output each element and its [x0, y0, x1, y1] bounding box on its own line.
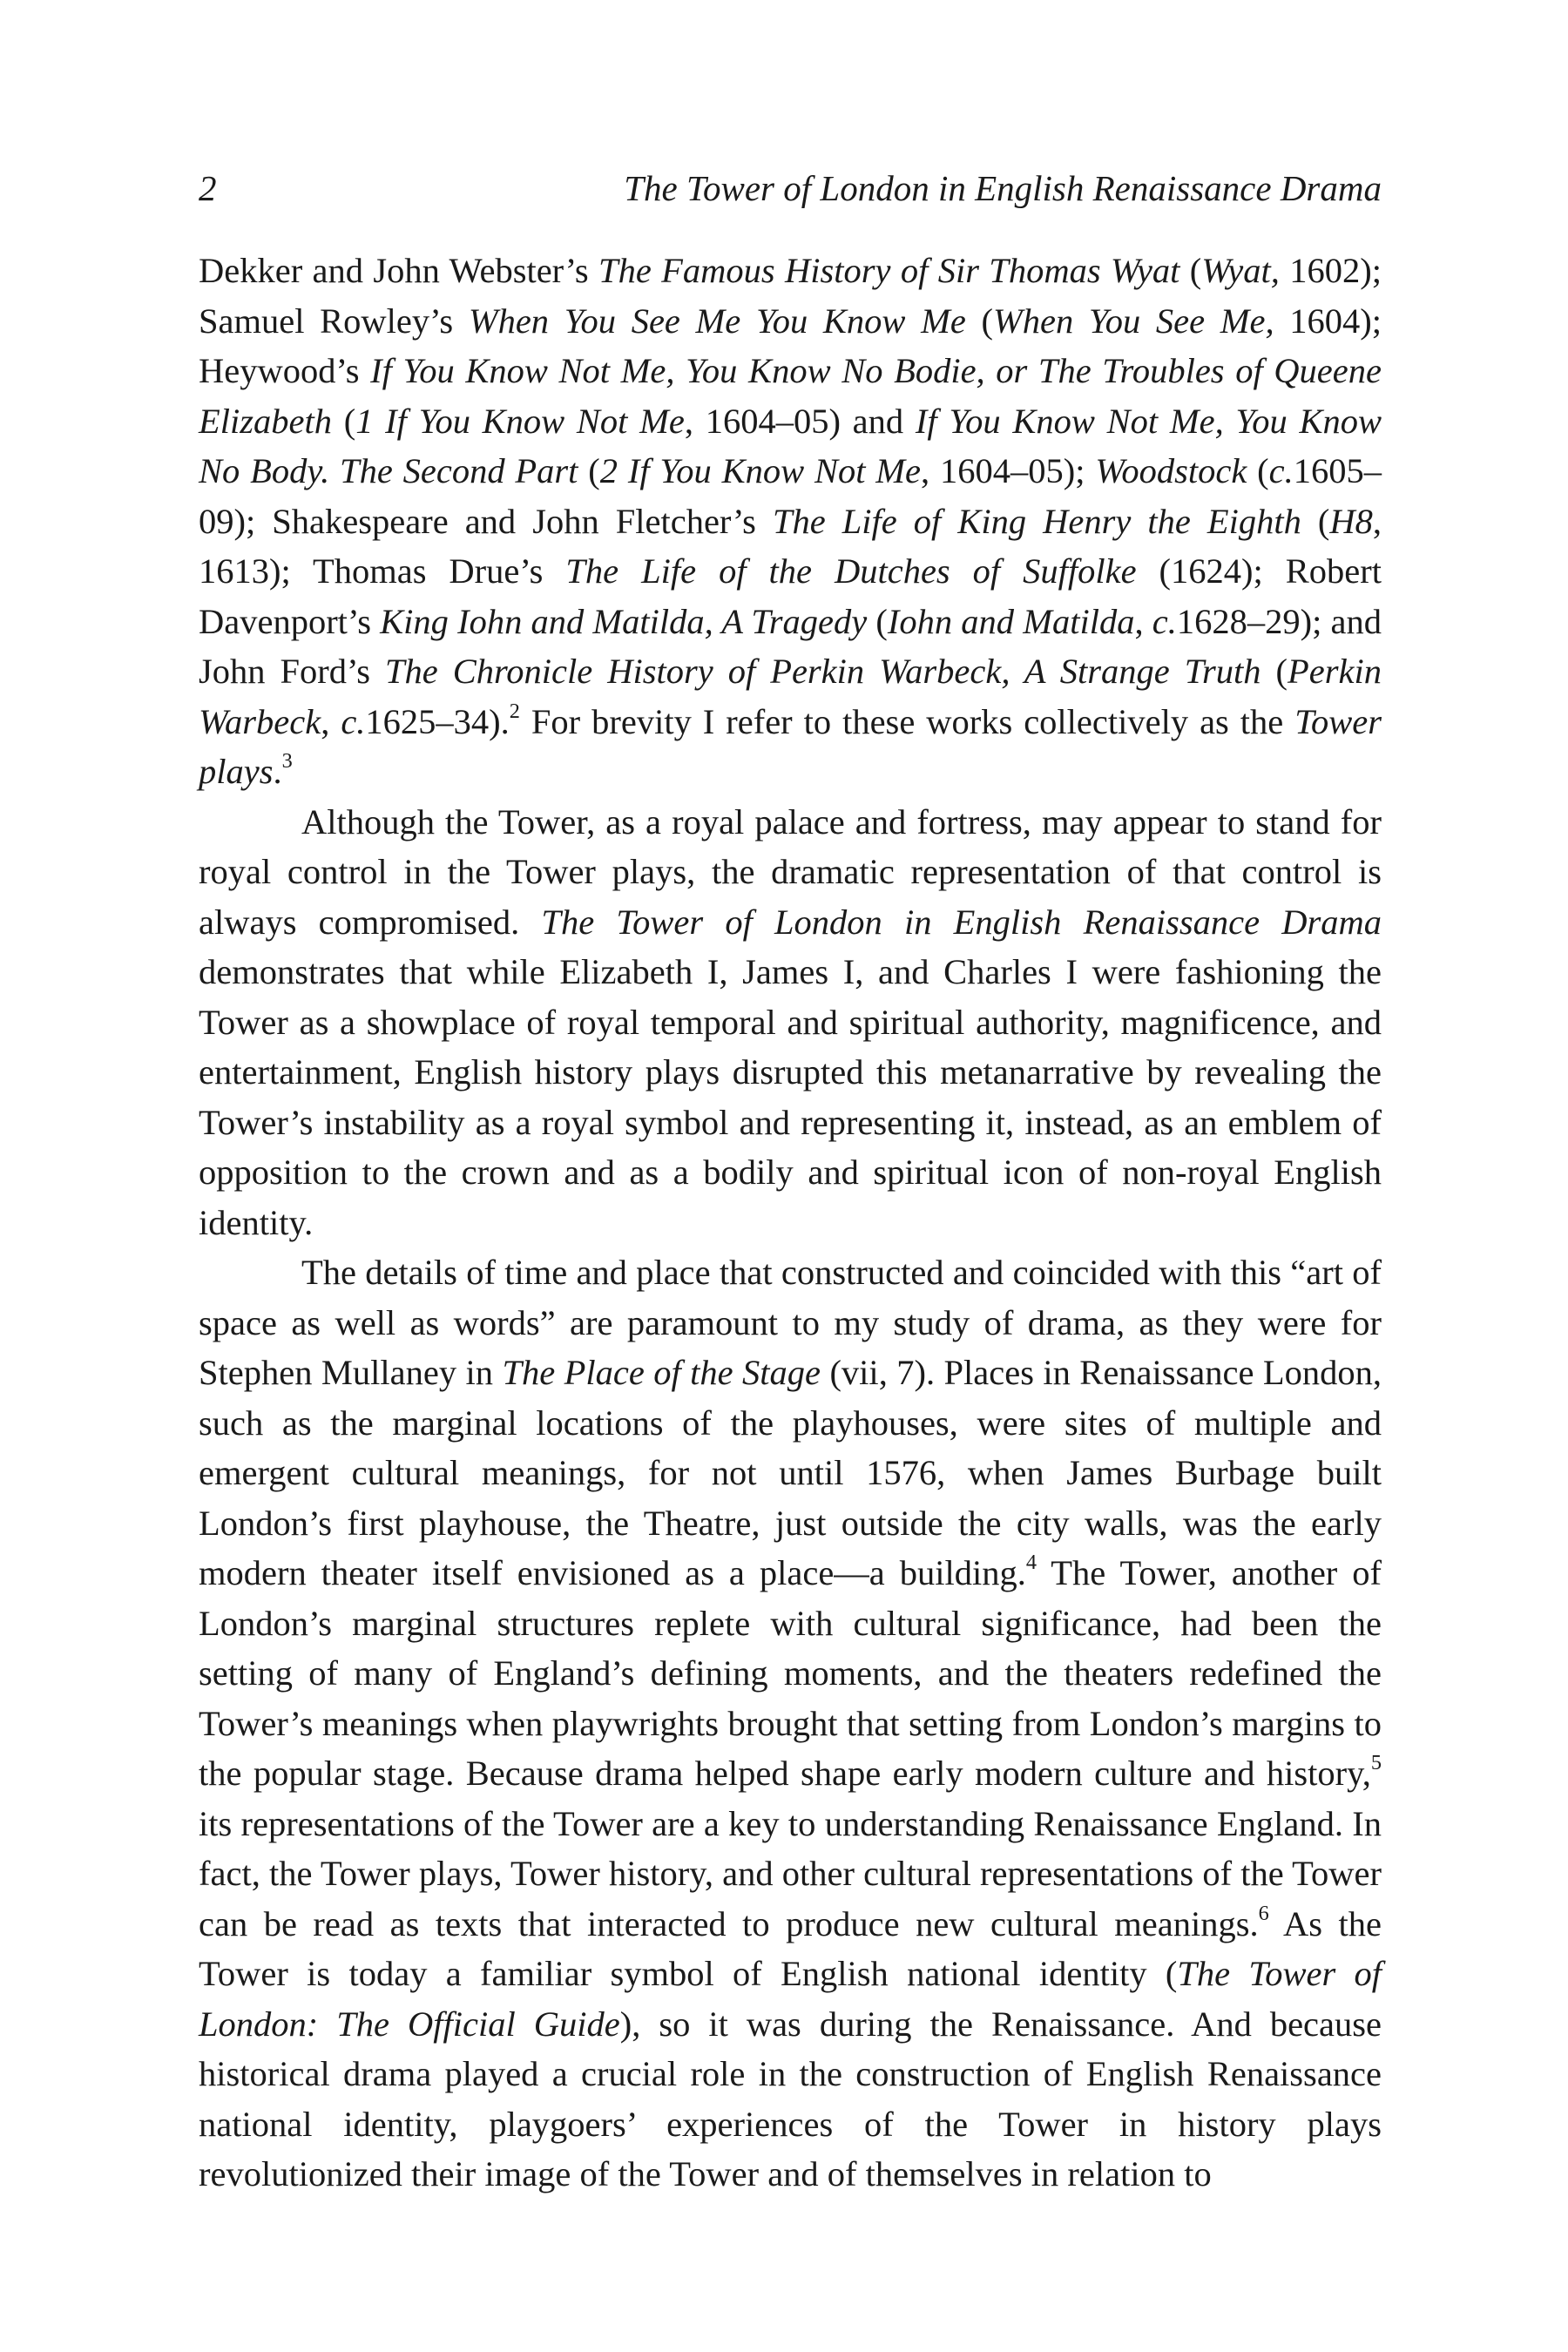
- text-run: (: [1179, 251, 1202, 290]
- text-run: As the Tower is today a familiar symbol of English national identity (: [199, 1903, 1382, 1993]
- italic-text: When You See Me You Know Me: [468, 301, 966, 341]
- text-run: 1605–09); Shakespeare and John Fletcher’s: [199, 451, 1382, 541]
- italic-text: King Iohn and Matilda, A Tragedy: [380, 601, 868, 641]
- paragraph: [199, 797, 1382, 1248]
- italic-text: The Life of King Henry the Eighth: [772, 501, 1301, 541]
- italic-text: The Tower of London in English Renaissance Drama: [541, 902, 1382, 942]
- italic-text: Tower plays: [199, 701, 1382, 791]
- text-run: For brevity I refer to these works collectively as the: [519, 701, 1295, 741]
- italic-text: H8: [1329, 501, 1373, 541]
- paragraph: [199, 246, 1382, 797]
- italic-text: c.: [1268, 451, 1294, 490]
- footnote-ref: 3: [281, 748, 293, 773]
- text-run: (: [1260, 652, 1288, 691]
- text-run: (: [1301, 501, 1330, 541]
- text-run: (: [965, 301, 994, 341]
- text-run: (: [1247, 451, 1269, 490]
- italic-text: Iohn and Matilda: [887, 601, 1135, 641]
- footnote-ref: 6: [1258, 1901, 1269, 1925]
- text-run: (vii, 7). Places in Renaissance London, such as the marginal locations of the playhouses, were sites of multiple and emergent cultural meanings, for not until 1576, when James Burbage built London’s first playhouse, the Theatre, just outside the city walls, was the early modern theater itself envisioned as a place—a building.: [199, 1353, 1382, 1592]
- text-run: (: [867, 601, 888, 641]
- running-header: [199, 167, 1382, 220]
- text-run: , 1604–05);: [921, 451, 1096, 490]
- text-run: demonstrates that while Elizabeth I, James I, and Charles I were fashioning the Tower as a showplace of royal temporal and spiritual authority, magnificence, and entertainment, English history plays disrupted this metanarrative by revealing the Tower’s instability as a royal symbol and representing it, instead, as an emblem of opposition to the crown and as a bodily and spiritual icon of non-royal English identity.: [199, 952, 1382, 1242]
- italic-text: The Tower of London: The Official Guide: [199, 1954, 1382, 2044]
- text-run: Dekker and John Webster’s: [199, 251, 599, 290]
- footnote-ref: 2: [509, 699, 520, 723]
- italic-text: Woodstock: [1095, 451, 1247, 490]
- italic-text: c.: [1152, 601, 1177, 641]
- running-title: The Tower of London in English Renaissance Drama: [624, 168, 1382, 208]
- italic-text: The Life of the Dutches of Suffolke: [565, 551, 1137, 591]
- page-number: 2: [199, 168, 217, 208]
- italic-text: 1 If You Know Not Me: [355, 401, 685, 441]
- text-run: ), so it was during the Renaissance. And because historical drama played a crucial role in the construction of English Renaissance national identity, playgoers’ experiences of the Tower in history plays revolutionized their image of the Tower and of themselves in relation to: [199, 2004, 1382, 2193]
- paragraph: [199, 1247, 1382, 2200]
- text-run: The Tower, another of London’s marginal structures replete with cultural significance, had been the setting of many of England’s defining moments, and the theaters redefined the Tower’s meanings when playwrights brought that setting from London’s margins to the popular stage. Because drama helped shape early modern culture and history,: [199, 1553, 1382, 1793]
- footnote-ref: 5: [1370, 1750, 1382, 1774]
- text-run: Although the Tower, as a royal palace and fortress, may appear to stand for royal control in the Tower plays, the dramatic representation of that control is always compromised.: [199, 801, 1382, 942]
- italic-text: If You Know Not Me, You Know No Bodie, or The Troubles of Queene Elizabeth: [199, 351, 1382, 441]
- italic-text: The Famous History of Sir Thomas Wyat: [598, 251, 1180, 290]
- italic-text: Perkin Warbeck: [199, 652, 1382, 741]
- body-text: [199, 246, 1382, 2200]
- text-run: its representations of the Tower are a key to understanding Renaissance England. In fact, the Tower plays, Tower history, and other cultural representations of the Tower can be read as texts that interacted to produce new cultural meanings.: [199, 1803, 1382, 1943]
- italic-text: The Chronicle History of Perkin Warbeck, A Strange Truth: [385, 652, 1261, 691]
- text-run: 1628–29); and John Ford’s: [199, 601, 1382, 691]
- italic-text: Wyat,: [1201, 251, 1280, 290]
- text-run: , 1613); Thomas Drue’s: [199, 501, 1382, 591]
- text-run: .: [273, 752, 282, 791]
- text-run: ,: [321, 701, 341, 741]
- text-run: 1604); Heywood’s: [199, 301, 1382, 390]
- text-run: 1602); Samuel Rowley’s: [199, 251, 1382, 341]
- text-run: (: [331, 401, 356, 441]
- italic-text: c.: [341, 701, 366, 741]
- text-run: (1624); Robert Davenport’s: [199, 551, 1382, 641]
- italic-text: If You Know Not Me, You Know No Body. The Second Part: [199, 401, 1382, 490]
- italic-text: 2 If You Know Not Me: [599, 451, 922, 490]
- text-run: 1625–34).: [365, 701, 510, 741]
- footnote-ref: 4: [1025, 1550, 1037, 1574]
- italic-text: The Place of the Stage: [502, 1353, 821, 1392]
- text-run: , 1604–05) and: [684, 401, 916, 441]
- text-run: The details of time and place that constructed and coincided with this “art of space as well as words” are paramount to my study of drama, as they were for Stephen Mullaney in: [199, 1253, 1382, 1392]
- italic-text: When You See Me,: [993, 301, 1274, 341]
- text-run: ,: [1134, 601, 1152, 641]
- text-run: (: [578, 451, 600, 490]
